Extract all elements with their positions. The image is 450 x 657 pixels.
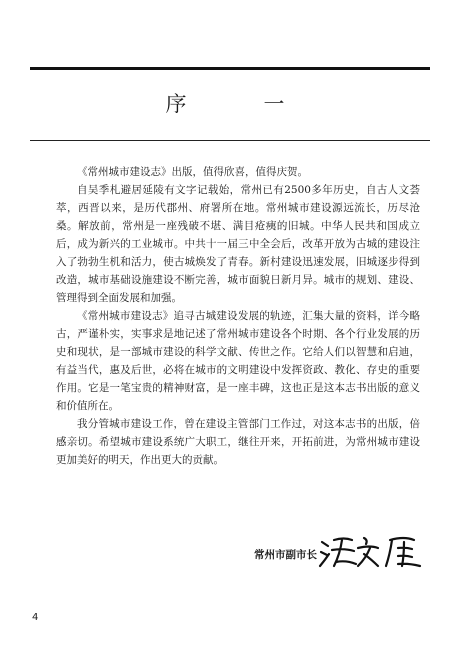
paragraph: 《常州城市建设志》追寻古城建设发展的轨迹，汇集大量的资料，详今略古，严谨朴实，实事求是地记述了常州城市建设各个时期、各个行业发展的历史和现状，是一部城市建设的科学文献、传世之作。它给人们以智慧和启迪，有益当代，惠及后世，必将在城市的文明建设中发挥资政、教化、存史的重要作用。它是一笔宝贵的精神财富，是一座丰碑，这也正是这本志书出版的意义和价值所在。 <box>56 310 420 412</box>
handwritten-signature <box>318 532 428 576</box>
header-rule-thin <box>30 140 430 141</box>
header-rule-thick <box>30 67 430 70</box>
paragraph: 自吴季札避居延陵有文字记载始，常州已有2500多年历史，自古人文荟萃，西晋以来，是历代郡州、府署所在地。常州城市建设源远流长，历尽沧桑。解放前，常州是一座残破不堪、满目疮痍的旧城。中华人民共和国成立后，成为新兴的工业城市。中共十一届三中全会后，改革开放为古城的建设注入了勃勃生机和活力，使古城焕发了青春。新村建设迅速发展，旧城逐步得到改造，城市基础设施建设不断完善，城市面貌日新月异。城市的规划、建设、管理得到全面发展和加强。 <box>56 184 420 304</box>
page-number: 4 <box>32 612 39 623</box>
paragraph: 我分管城市建设工作，曾在建设主管部门工作过，对这本志书的出版，倍感亲切。希望城市建设系统广大职工，继往开来，开拓前进，为常州城市建设更加美好的明天，作出更大的贡献。 <box>56 418 420 466</box>
preface-body <box>56 163 420 469</box>
signature-label: 常州市副市长 <box>254 549 317 561</box>
paragraph: 《常州城市建设志》出版，值得欣喜，值得庆贺。 <box>77 166 308 178</box>
page-title: 序 一 <box>165 92 313 116</box>
